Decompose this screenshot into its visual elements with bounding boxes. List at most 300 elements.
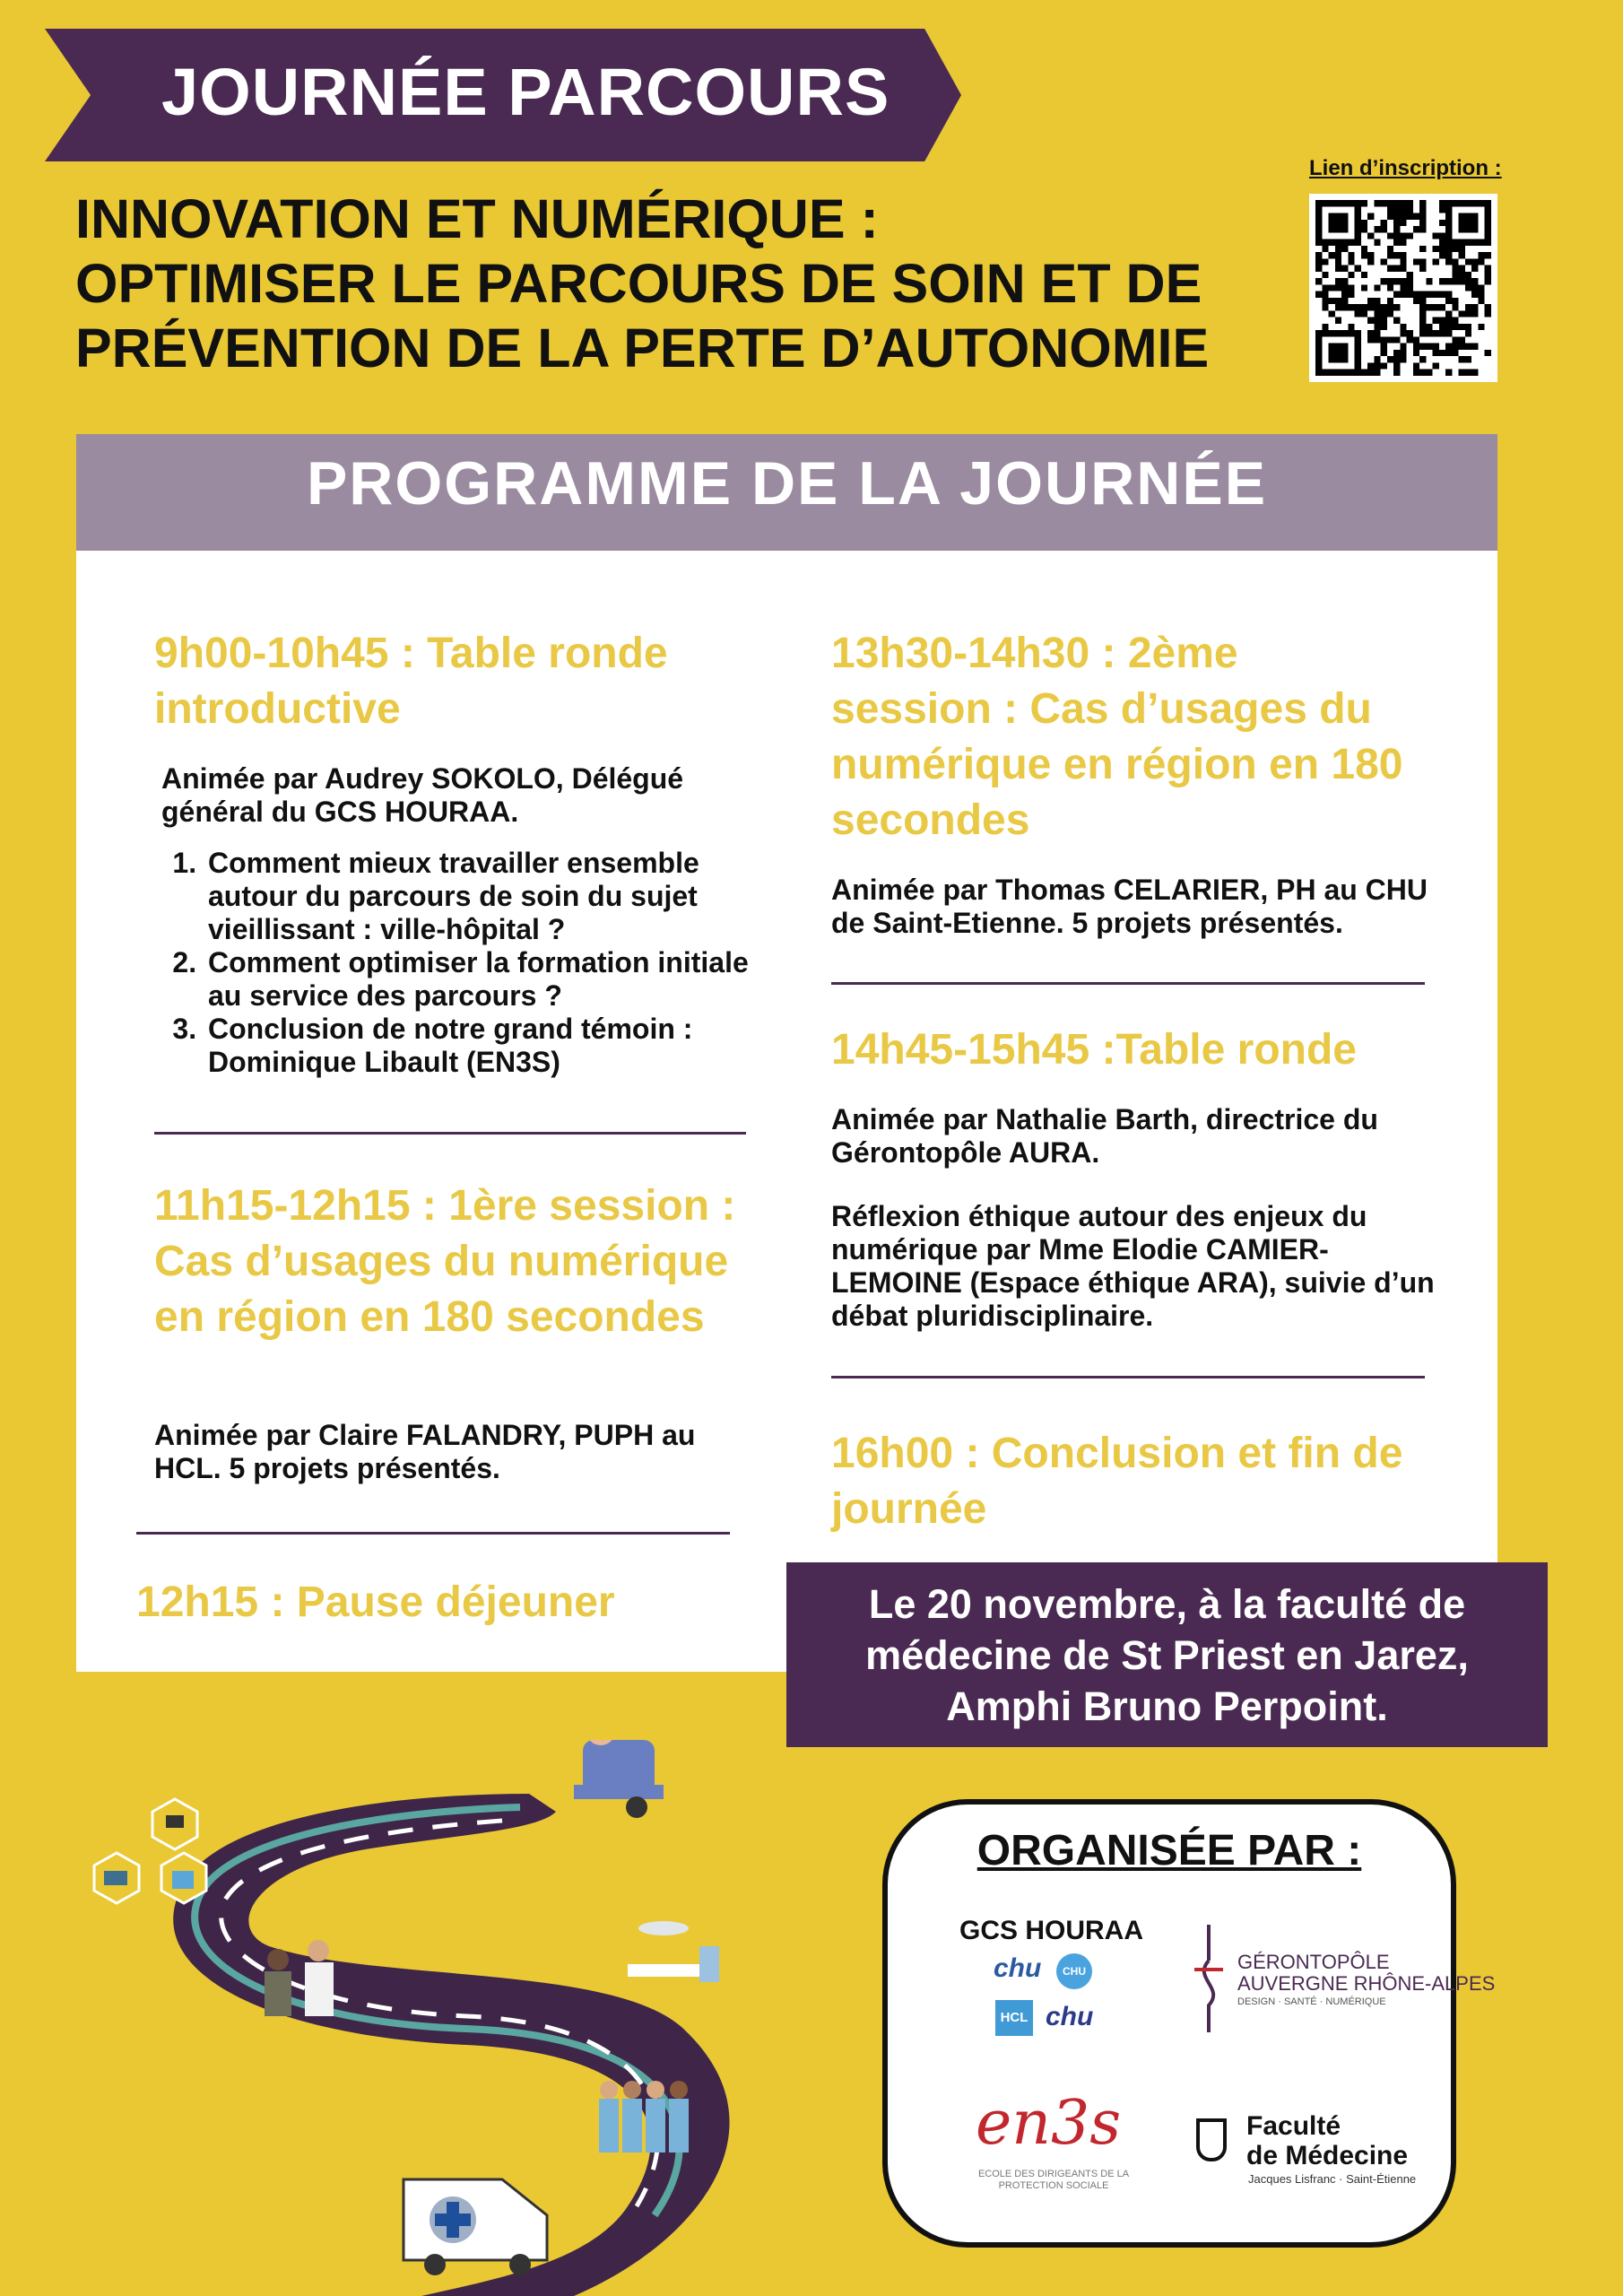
- qr-module: [1465, 324, 1471, 330]
- qr-module: [1445, 298, 1452, 304]
- qr-module: [1387, 304, 1393, 310]
- qr-module: [1433, 362, 1439, 369]
- qr-module: [1459, 356, 1465, 362]
- qr-module: [1335, 298, 1341, 304]
- qr-module: [1445, 258, 1452, 265]
- qr-module: [1478, 324, 1484, 330]
- qr-module: [1400, 258, 1406, 265]
- qr-module: [1374, 239, 1380, 246]
- qr-module: [1459, 272, 1465, 278]
- discussion-topics: [161, 847, 760, 1079]
- qr-module: [1393, 200, 1400, 206]
- qr-module: [1445, 324, 1452, 330]
- qr-module: [1367, 213, 1374, 220]
- qr-module: [1459, 324, 1465, 330]
- qr-module: [1361, 200, 1367, 206]
- qr-module: [1322, 246, 1328, 252]
- qr-module: [1387, 200, 1393, 206]
- qr-module: [1407, 336, 1413, 343]
- qr-module: [1471, 344, 1478, 350]
- qr-module: [1433, 304, 1439, 310]
- qr-module: [1445, 330, 1452, 336]
- title-line-1: INNOVATION ET NUMÉRIQUE :: [75, 188, 879, 249]
- qr-module: [1400, 220, 1406, 226]
- qr-module: [1419, 206, 1426, 213]
- qr-module: [1400, 278, 1406, 284]
- ambulance: [404, 2179, 547, 2275]
- qr-module: [1367, 336, 1374, 343]
- qr-module: [1341, 304, 1348, 310]
- qr-module: [1367, 370, 1374, 376]
- venue-box: [786, 1562, 1548, 1747]
- qr-module: [1413, 213, 1419, 220]
- qr-module: [1374, 370, 1380, 376]
- qr-module: [1485, 272, 1491, 278]
- qr-module: [1393, 370, 1400, 376]
- qr-module: [1459, 265, 1465, 272]
- qr-module: [1452, 258, 1458, 265]
- qr-module: [1478, 291, 1484, 298]
- qr-module: [1433, 330, 1439, 336]
- qr-module: [1445, 350, 1452, 356]
- qr-module: [1387, 284, 1393, 291]
- qr-module: [1387, 356, 1393, 362]
- qr-module: [1426, 291, 1432, 298]
- qr-module: [1348, 284, 1354, 291]
- qr-module: [1329, 252, 1335, 258]
- qr-module: [1413, 370, 1419, 376]
- qr-module: [1348, 252, 1354, 258]
- qr-module: [1335, 284, 1341, 291]
- qr-module: [1413, 344, 1419, 350]
- qr-module: [1335, 258, 1341, 265]
- qr-module: [1387, 206, 1393, 213]
- qr-module: [1485, 310, 1491, 317]
- qr-module: [1393, 232, 1400, 239]
- qr-module: [1465, 258, 1471, 265]
- qr-module: [1452, 304, 1458, 310]
- qr-module: [1426, 344, 1432, 350]
- organizers-title: ORGANISÉE PAR :: [976, 1827, 1362, 1874]
- qr-module: [1315, 291, 1322, 298]
- qr-module: [1407, 284, 1413, 291]
- qr-module: [1445, 278, 1452, 284]
- qr-module: [1381, 336, 1387, 343]
- qr-module: [1400, 232, 1406, 239]
- qr-module: [1465, 370, 1471, 376]
- chu-logo: chu: [994, 1953, 1042, 1983]
- qr-module: [1452, 272, 1458, 278]
- qr-module: [1419, 213, 1426, 220]
- qr-module: [1341, 298, 1348, 304]
- qr-module: [1387, 232, 1393, 239]
- qr-module: [1439, 239, 1445, 246]
- qr-module: [1367, 317, 1374, 324]
- qr-module: [1374, 284, 1380, 291]
- qr-module: [1387, 246, 1393, 252]
- qr-module: [1393, 317, 1400, 324]
- qr-module: [1387, 252, 1393, 258]
- qr-module: [1465, 272, 1471, 278]
- qr-module: [1374, 356, 1380, 362]
- qr-module: [1400, 213, 1406, 220]
- qr-module: [1374, 298, 1380, 304]
- qr-module: [1400, 344, 1406, 350]
- venue-line: Amphi Bruno Perpoint.: [946, 1683, 1388, 1729]
- qr-module: [1367, 298, 1374, 304]
- qr-module: [1452, 298, 1458, 304]
- qr-module: [1485, 252, 1491, 258]
- qr-module: [1381, 258, 1387, 265]
- qr-module: [1367, 304, 1374, 310]
- qr-module: [1439, 252, 1445, 258]
- session-title-table-ronde: 9h00-10h45 : Table ronde introductive: [154, 630, 668, 733]
- surgery-scene: [628, 1921, 719, 1982]
- qr-module: [1452, 265, 1458, 272]
- qr-module: [1315, 278, 1322, 284]
- qr-module: [1393, 206, 1400, 213]
- qr-module: [1459, 246, 1465, 252]
- venue-line: Le 20 novembre, à la faculté de: [868, 1580, 1466, 1627]
- qr-module: [1452, 278, 1458, 284]
- qr-module: [1445, 317, 1452, 324]
- qr-module: [1322, 304, 1328, 310]
- qr-module: [1381, 344, 1387, 350]
- qr-module: [1452, 344, 1458, 350]
- qr-module: [1393, 265, 1400, 272]
- divider: [831, 1376, 1425, 1378]
- qr-module: [1465, 330, 1471, 336]
- qr-module: [1361, 246, 1367, 252]
- chu-round-logo: CHU: [1056, 1953, 1092, 1989]
- qr-module: [1407, 213, 1413, 220]
- qr-module: [1471, 258, 1478, 265]
- qr-module: [1419, 220, 1426, 226]
- qr-module: [1419, 200, 1426, 206]
- qr-module: [1355, 304, 1361, 310]
- qr-module: [1381, 362, 1387, 369]
- topic-item: 1. Comment mieux travailler ensemble autour du parcours de soin du sujet vieillissant : ville-hôpital ?: [204, 847, 760, 946]
- qr-module: [1400, 252, 1406, 258]
- qr-module: [1439, 291, 1445, 298]
- qr-module: [1471, 284, 1478, 291]
- faculty-name: [1246, 2111, 1408, 2170]
- qr-module: [1374, 336, 1380, 343]
- topic-item: 3. Conclusion de notre grand témoin : Dominique Libault (EN3S): [204, 1013, 760, 1079]
- qr-module: [1400, 200, 1406, 206]
- qr-module: [1439, 232, 1445, 239]
- qr-module: [1393, 278, 1400, 284]
- qr-module: [1419, 226, 1426, 232]
- divider: [154, 1132, 746, 1135]
- qr-module: [1439, 324, 1445, 330]
- qr-module: [1413, 336, 1419, 343]
- qr-module: [1367, 252, 1374, 258]
- qr-module: [1413, 226, 1419, 232]
- qr-module: [1367, 258, 1374, 265]
- qr-module: [1419, 258, 1426, 265]
- qr-module: [1367, 330, 1374, 336]
- qr-module: [1341, 284, 1348, 291]
- qr-module: [1400, 330, 1406, 336]
- qr-module: [1374, 317, 1380, 324]
- qr-module: [1335, 265, 1341, 272]
- qr-module: [1452, 246, 1458, 252]
- qr-module: [1452, 350, 1458, 356]
- qr-module: [1341, 246, 1348, 252]
- gerontopole-line: GÉRONTOPÔLE: [1237, 1951, 1390, 1973]
- qr-module: [1478, 298, 1484, 304]
- qr-module: [1407, 200, 1413, 206]
- qr-module: [1381, 324, 1387, 330]
- session-host: Animée par Nathalie Barth, directrice du Gérontopôle AURA.: [831, 1103, 1378, 1169]
- qr-module: [1471, 291, 1478, 298]
- faculty-subtitle: Jacques Lisfranc · Saint-Étienne: [1248, 2172, 1417, 2186]
- qr-module: [1374, 330, 1380, 336]
- qr-module: [1361, 310, 1367, 317]
- qr-module: [1387, 265, 1393, 272]
- qr-module: [1381, 200, 1387, 206]
- qr-module: [1465, 304, 1471, 310]
- qr-module: [1459, 278, 1465, 284]
- qr-module: [1335, 317, 1341, 324]
- qr-finder-module: [1459, 213, 1479, 233]
- session-description: Réflexion éthique autour des enjeux du numérique par Mme Elodie CAMIER-LEMOINE (Espace éthique ARA), suivie d’un débat pluridisciplinaire.: [831, 1200, 1435, 1332]
- qr-module: [1329, 298, 1335, 304]
- qr-module: [1348, 324, 1354, 330]
- qr-module: [1433, 246, 1439, 252]
- qr-module: [1393, 350, 1400, 356]
- program-heading: PROGRAMME DE LA JOURNÉE: [306, 449, 1268, 517]
- qr-module: [1439, 317, 1445, 324]
- qr-module: [1407, 232, 1413, 239]
- qr-module: [1478, 284, 1484, 291]
- qr-module: [1407, 272, 1413, 278]
- qr-module: [1465, 356, 1471, 362]
- qr-module: [1348, 304, 1354, 310]
- qr-module: [1445, 370, 1452, 376]
- qr-module: [1393, 252, 1400, 258]
- qr-module: [1445, 252, 1452, 258]
- qr-module: [1471, 370, 1478, 376]
- qr-module: [1485, 278, 1491, 284]
- qr-module: [1387, 336, 1393, 343]
- gcs-houraa-label: GCS HOURAA: [959, 1916, 1144, 1945]
- qr-module: [1387, 298, 1393, 304]
- faculty-shield-icon: [1196, 2118, 1227, 2161]
- qr-module: [1413, 350, 1419, 356]
- qr-module: [1439, 350, 1445, 356]
- qr-module: [1374, 226, 1380, 232]
- banner-title: JOURNÉE PARCOURS: [161, 55, 890, 129]
- qr-module: [1387, 310, 1393, 317]
- qr-module: [1348, 258, 1354, 265]
- hcl-logo: HCL: [995, 2000, 1033, 2036]
- qr-module: [1393, 220, 1400, 226]
- chu-saint-etienne-logo: chu: [1046, 2002, 1094, 2031]
- qr-module: [1322, 284, 1328, 291]
- topic-item: 2. Comment optimiser la formation initiale au service des parcours ?: [204, 946, 760, 1013]
- qr-module: [1459, 370, 1465, 376]
- qr-module: [1400, 350, 1406, 356]
- qr-module: [1361, 272, 1367, 278]
- qr-module: [1485, 265, 1491, 272]
- qr-module: [1387, 278, 1393, 284]
- qr-module: [1329, 284, 1335, 291]
- qr-finder-module: [1329, 213, 1349, 233]
- session-host: Animée par Thomas CELARIER, PH au CHU de Saint-Etienne. 5 projets présentés.: [831, 874, 1428, 939]
- qr-module: [1335, 304, 1341, 310]
- qr-module: [1419, 291, 1426, 298]
- qr-module: [1471, 304, 1478, 310]
- road-illustration: [0, 1740, 762, 2296]
- qr-module: [1315, 258, 1322, 265]
- qr-module: [1381, 310, 1387, 317]
- qr-module: [1407, 278, 1413, 284]
- qr-module: [1322, 298, 1328, 304]
- qr-module: [1361, 370, 1367, 376]
- qr-module: [1381, 278, 1387, 284]
- qr-module: [1393, 362, 1400, 369]
- en3s-subtitle: ECOLE DES DIRIGEANTS DE LA PROTECTION SOCIALE: [977, 2169, 1130, 2191]
- qr-module: [1341, 278, 1348, 284]
- venue-line: médecine de St Priest en Jarez,: [865, 1631, 1469, 1678]
- gerontopole-line: AUVERGNE RHÔNE-ALPES: [1237, 1972, 1496, 1995]
- qr-module: [1471, 265, 1478, 272]
- qr-module: [1361, 226, 1367, 232]
- qr-module: [1400, 291, 1406, 298]
- qr-module: [1393, 213, 1400, 220]
- qr-module: [1419, 356, 1426, 362]
- qr-module: [1433, 291, 1439, 298]
- qr-module: [1400, 206, 1406, 213]
- qr-module: [1335, 278, 1341, 284]
- session-title-conclusion: 16h00 : Conclusion et fin de journée: [831, 1430, 1403, 1533]
- registration-qr-code[interactable]: [1309, 194, 1497, 382]
- qr-module: [1471, 278, 1478, 284]
- qr-module: [1419, 370, 1426, 376]
- qr-module: [1400, 324, 1406, 330]
- hexagon-icons: [94, 1799, 206, 1903]
- qr-module: [1433, 344, 1439, 350]
- qr-module: [1361, 284, 1367, 291]
- qr-module: [1374, 324, 1380, 330]
- qr-module: [1419, 265, 1426, 272]
- event-title: [75, 187, 1241, 380]
- qr-module: [1322, 258, 1328, 265]
- session-host: Animée par Audrey SOKOLO, Délégué général du GCS HOURAA.: [161, 762, 684, 828]
- session-title-table-ronde-afternoon: 14h45-15h45 :Table ronde: [831, 1026, 1357, 1074]
- qr-module: [1433, 350, 1439, 356]
- qr-module: [1426, 324, 1432, 330]
- title-line-3: PRÉVENTION DE LA PERTE D’AUTONOMIE: [75, 317, 1210, 378]
- qr-module: [1485, 304, 1491, 310]
- qr-module: [1445, 246, 1452, 252]
- qr-module: [1419, 298, 1426, 304]
- qr-module: [1341, 291, 1348, 298]
- elderly-person-reading: [574, 1740, 664, 1818]
- qr-module: [1433, 317, 1439, 324]
- gerontopole-mark-icon: [1189, 1925, 1228, 2032]
- qr-module: [1335, 246, 1341, 252]
- qr-module: [1478, 252, 1484, 258]
- qr-module: [1452, 336, 1458, 343]
- qr-module: [1374, 362, 1380, 369]
- qr-module: [1393, 291, 1400, 298]
- qr-module: [1439, 330, 1445, 336]
- qr-module: [1367, 362, 1374, 369]
- qr-module: [1393, 336, 1400, 343]
- title-line-2: OPTIMISER LE PARCOURS DE SOIN ET DE: [75, 253, 1202, 314]
- qr-module: [1426, 278, 1432, 284]
- qr-module: [1355, 265, 1361, 272]
- session-title-first-session: 11h15-12h15 : 1ère session : Cas d’usages du numérique en région en 180 secondes: [154, 1182, 736, 1341]
- qr-module: [1393, 356, 1400, 362]
- registration-label: Lien d’inscription :: [1309, 156, 1502, 180]
- qr-module: [1361, 252, 1367, 258]
- gerontopole-subtitle: DESIGN · SANTÉ · NUMÉRIQUE: [1237, 1996, 1386, 2007]
- qr-module: [1381, 350, 1387, 356]
- qr-module: [1433, 232, 1439, 239]
- qr-module: [1341, 265, 1348, 272]
- qr-module: [1381, 317, 1387, 324]
- divider: [136, 1532, 730, 1535]
- qr-module: [1329, 310, 1335, 317]
- faculty-line: de Médecine: [1246, 2141, 1409, 2170]
- qr-module: [1439, 246, 1445, 252]
- qr-module: [1393, 304, 1400, 310]
- qr-module: [1400, 356, 1406, 362]
- qr-module: [1374, 304, 1380, 310]
- qr-module: [1439, 220, 1445, 226]
- session-host: Animée par Claire FALANDRY, PUPH au HCL. 5 projets présentés.: [154, 1419, 696, 1484]
- qr-module: [1393, 239, 1400, 246]
- qr-module: [1419, 246, 1426, 252]
- qr-module: [1322, 324, 1328, 330]
- qr-module: [1419, 310, 1426, 317]
- qr-module: [1459, 252, 1465, 258]
- en3s-logo: en3s: [976, 2088, 1122, 2159]
- qr-module: [1459, 336, 1465, 343]
- qr-module: [1426, 370, 1432, 376]
- qr-module: [1407, 291, 1413, 298]
- qr-module: [1465, 284, 1471, 291]
- divider: [831, 982, 1425, 985]
- qr-module: [1400, 284, 1406, 291]
- qr-module: [1419, 304, 1426, 310]
- qr-module: [1387, 213, 1393, 220]
- qr-module: [1367, 232, 1374, 239]
- qr-module: [1400, 265, 1406, 272]
- qr-module: [1419, 330, 1426, 336]
- qr-module: [1361, 220, 1367, 226]
- qr-module: [1439, 278, 1445, 284]
- qr-module: [1426, 304, 1432, 310]
- qr-module: [1361, 304, 1367, 310]
- faculty-line: Faculté: [1246, 2111, 1341, 2141]
- qr-module: [1393, 226, 1400, 232]
- qr-module: [1381, 220, 1387, 226]
- qr-module: [1413, 291, 1419, 298]
- gerontopole-name: [1237, 1952, 1495, 1995]
- qr-module: [1478, 258, 1484, 265]
- qr-module: [1465, 344, 1471, 350]
- qr-module: [1322, 272, 1328, 278]
- qr-module: [1445, 310, 1452, 317]
- qr-module: [1400, 239, 1406, 246]
- qr-module: [1419, 324, 1426, 330]
- qr-module: [1322, 291, 1328, 298]
